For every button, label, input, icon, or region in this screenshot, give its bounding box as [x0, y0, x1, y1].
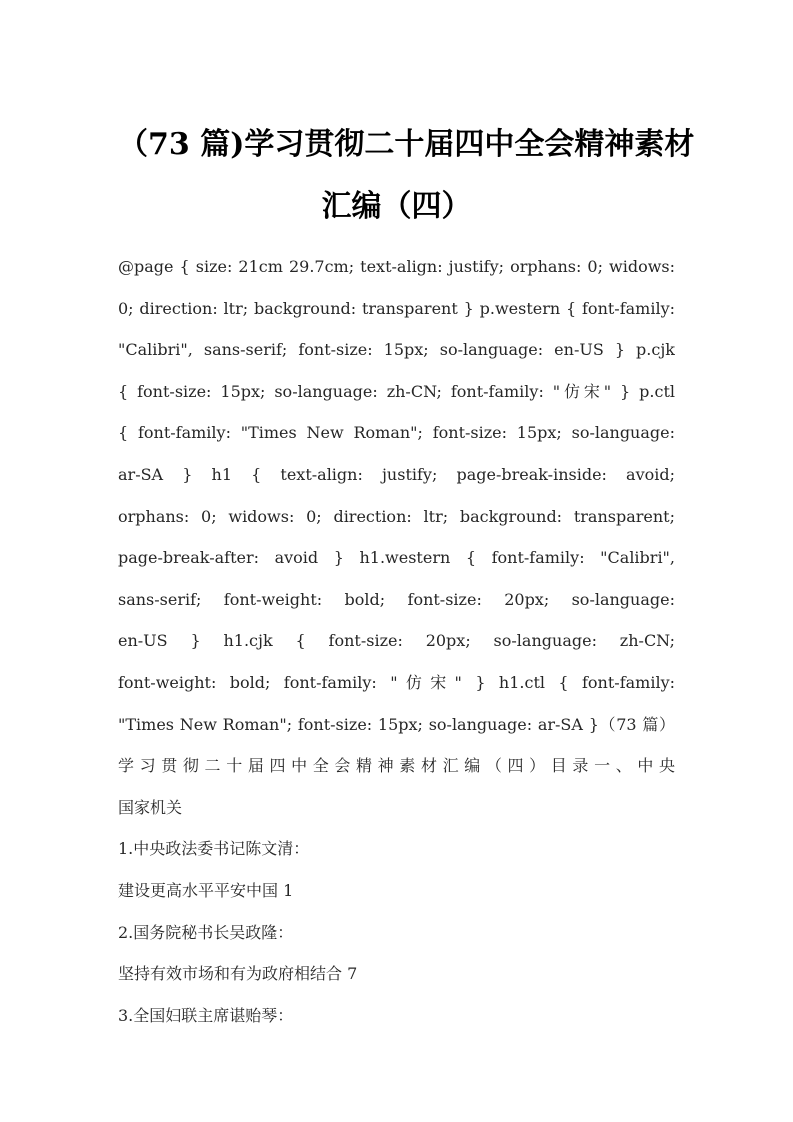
- text-line: 坚持有效市场和有为政府相结合 7: [118, 964, 358, 984]
- document-body: [118, 246, 675, 1036]
- text-line: en-US } h1.cjk { font-size: 20px; so-language: zh-CN;: [118, 631, 675, 651]
- document-title-line: （73 篇)学习贯彻二十届四中全会精神素材: [118, 127, 695, 162]
- text-line: 1.中央政法委书记陈文清：: [118, 839, 310, 859]
- text-line: 国家机关: [118, 797, 183, 817]
- text-line: 学习贯彻二十届四中全会精神素材汇编（四）目录一、中央: [118, 756, 675, 776]
- text-line: page-break-after: avoid } h1.western { font-family: "Calibri",: [118, 548, 675, 568]
- text-line: sans-serif; font-weight: bold; font-size: 20px; so-language:: [118, 589, 675, 609]
- page-content: [118, 0, 695, 1036]
- text-line: 建设更高水平平安中国 1: [118, 880, 294, 900]
- text-line: 0; direction: ltr; background: transparent } p.western { font-family:: [118, 298, 675, 318]
- document-title: [118, 114, 695, 238]
- text-line: "Times New Roman"; font-size: 15px; so-language: ar-SA }（73 篇）: [118, 714, 675, 734]
- text-line: 2.国务院秘书长吴政隆：: [118, 922, 294, 942]
- text-line: @page { size: 21cm 29.7cm; text-align: justify; orphans: 0; widows:: [118, 257, 675, 276]
- text-line: font-weight: bold; font-family: "仿宋" } h1.ctl { font-family:: [118, 672, 675, 692]
- text-line: { font-family: "Times New Roman"; font-size: 15px; so-language:: [118, 423, 675, 443]
- text-line: 3.全国妇联主席谌贻琴：: [118, 1005, 294, 1025]
- text-line: "Calibri", sans-serif; font-size: 15px; so-language: en-US } p.cjk: [118, 340, 675, 360]
- document-title-line: 汇编（四）: [321, 189, 472, 224]
- text-line: orphans: 0; widows: 0; direction: ltr; background: transparent;: [118, 506, 675, 526]
- text-line: ar-SA } h1 { text-align: justify; page-break-inside: avoid;: [118, 464, 675, 484]
- text-line: { font-size: 15px; so-language: zh-CN; font-family: "仿宋" } p.ctl: [118, 381, 675, 401]
